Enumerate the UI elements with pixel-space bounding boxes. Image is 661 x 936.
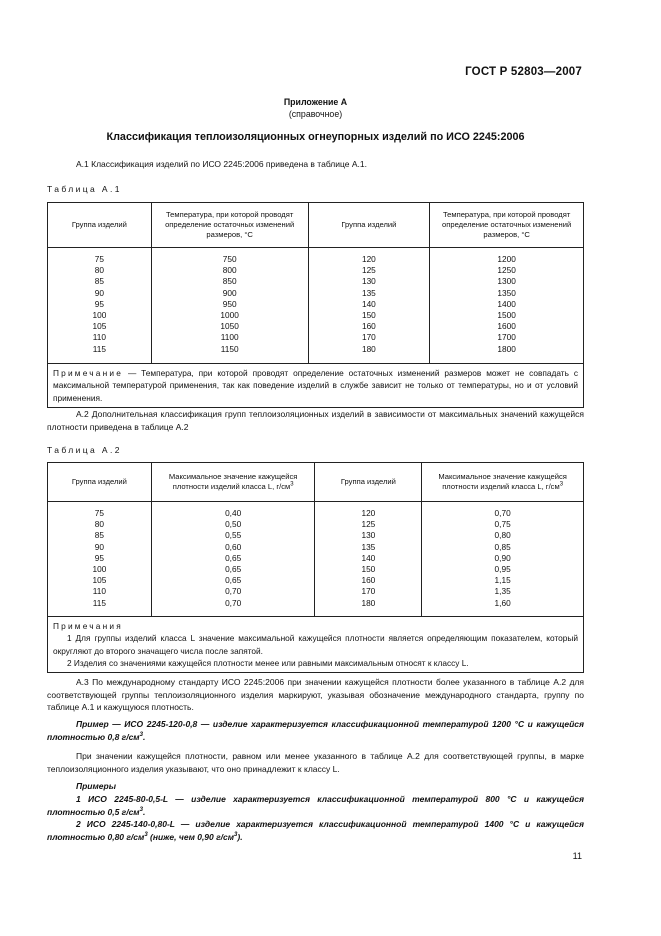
- table2-col-density-2: [422, 502, 584, 617]
- superscript: 3: [139, 731, 143, 738]
- table-cell: 80: [94, 265, 105, 276]
- table-cell: 75: [94, 508, 105, 518]
- table-cell: 950: [222, 298, 237, 309]
- note-1: 1 Для группы изделий класса L значение максимальной кажущейся плотности является определяющим показателем, который округляют до второго значащего числа после запятой.: [53, 633, 578, 656]
- table2-notes: [48, 617, 584, 673]
- header-text: Максимальное значение кажущейся плотности изделий класса L, г/см: [168, 472, 298, 491]
- table-cell: 150: [361, 564, 376, 575]
- table-cell: 110: [92, 332, 107, 343]
- table-a1: [47, 202, 584, 408]
- notes-label: Примечания: [53, 621, 123, 631]
- table2-header-group-2: Группа изделий: [315, 463, 422, 502]
- example-end: (ниже, чем 0,90 г/см: [147, 831, 235, 842]
- table-cell: 115: [92, 343, 107, 354]
- table-cell: 95: [94, 298, 105, 309]
- table-cell: 750: [222, 254, 237, 264]
- page-number: 11: [572, 851, 582, 861]
- table1-col-temperature: [151, 248, 308, 364]
- table-cell: 105: [92, 321, 107, 332]
- table-cell: 0,80: [494, 530, 511, 541]
- table-cell: 135: [361, 287, 376, 298]
- example-end: .: [142, 806, 146, 817]
- table-cell: 0,70: [225, 597, 242, 608]
- table1-header-temperature: Температура, при которой проводят определение остаточных изменений размеров, °С: [151, 203, 308, 248]
- superscript: 3: [234, 831, 238, 838]
- table1-header-temperature-2: Температура, при которой проводят определение остаточных изменений размеров, °С: [430, 203, 584, 248]
- table-cell: 85: [94, 276, 105, 287]
- table2-header-group: Группа изделий: [48, 463, 152, 502]
- table-cell: 1050: [220, 321, 239, 332]
- table-cell: 900: [222, 287, 237, 298]
- table-cell: 1,15: [494, 575, 511, 586]
- table-cell: 1300: [497, 276, 516, 287]
- table-cell: 130: [361, 276, 376, 287]
- table2-col-density: [151, 502, 315, 617]
- table-cell: 1100: [220, 332, 239, 343]
- appendix-subtitle: (справочное): [288, 109, 343, 119]
- table-cell: 180: [361, 597, 376, 608]
- table-cell: 850: [222, 276, 237, 287]
- table-cell: 90: [94, 287, 105, 298]
- table-cell: 0,75: [494, 519, 511, 530]
- table-cell: 0,90: [494, 552, 511, 563]
- table-cell: 160: [361, 321, 376, 332]
- main-title: Классификация теплоизоляционных огнеупорных изделий по ИСО 2245:2006: [106, 131, 525, 143]
- table-cell: 1,35: [494, 586, 511, 597]
- table-cell: 120: [361, 508, 376, 518]
- table-cell: 1000: [220, 310, 239, 321]
- superscript: 3: [139, 806, 143, 813]
- example-end-2: ).: [237, 831, 243, 842]
- table-cell: 80: [94, 519, 105, 530]
- table-cell: 0,60: [225, 541, 242, 552]
- table2-col-group-2: [315, 502, 422, 617]
- table-cell: 140: [361, 298, 376, 309]
- table-cell: 100: [92, 310, 107, 321]
- example-end: .: [142, 731, 146, 742]
- table-cell: 1800: [497, 343, 516, 354]
- table-cell: 125: [361, 265, 376, 276]
- table-cell: 75: [94, 254, 105, 264]
- example-text: Пример — ИСО 2245-120-0,8 — изделие характеризуется классификационной температурой 1200 °С и кажущейся плотностью 0,8 г/см: [47, 719, 584, 742]
- example-list-2: [47, 818, 584, 843]
- table-cell: 160: [361, 575, 376, 586]
- table-cell: 120: [361, 254, 376, 264]
- table2-header-density: [151, 463, 315, 502]
- paragraph-a3: А.3 По международному стандарту ИСО 2245:2006 при значении кажущейся плотности более указанного в таблице А.2 для соответствующей группы теплоизоляционного изделия маркируют, указывая обозначение международного стандарта, группу по таблице А.1 и кажущуюся плотность.: [47, 677, 584, 712]
- table-a2: [47, 462, 584, 673]
- table-cell: 1350: [497, 287, 516, 298]
- table-cell: 0,65: [225, 552, 242, 563]
- table-cell: 180: [361, 343, 376, 354]
- table-cell: 1500: [497, 310, 516, 321]
- note-text: — Температура, при которой проводят определение остаточных изменений размеров может не совпадать с максимальной температурой применения, так как поведение изделий в службе зависит не только от температуры, но и от условий применения.: [53, 368, 578, 403]
- superscript: 3: [290, 481, 294, 488]
- header-text: Максимальное значение кажущейся плотности изделий класса L, г/см: [438, 472, 567, 491]
- table-cell: 135: [361, 541, 376, 552]
- table1-header-group-2: Группа изделий: [308, 203, 430, 248]
- table-cell: 170: [361, 332, 376, 343]
- table-cell: 1,60: [494, 597, 511, 608]
- table-cell: 90: [94, 541, 105, 552]
- table2-col-group: [48, 502, 152, 617]
- table1-caption: Таблица А.1: [47, 184, 122, 194]
- table-cell: 0,55: [225, 530, 242, 541]
- table1-col-group: [48, 248, 152, 364]
- appendix-title: Приложение А: [283, 97, 348, 107]
- table-cell: 1250: [497, 265, 516, 276]
- table-cell: 140: [361, 552, 376, 563]
- table-cell: 0,70: [494, 508, 511, 518]
- table1-col-temperature-2: [430, 248, 584, 364]
- note-label: Примечание: [53, 368, 124, 378]
- table-cell: 110: [92, 586, 107, 597]
- example-text: 2 ИСО 2245-140-0,80-L — изделие характеризуется классификационной температурой 1400 °С и кажущейся плотностью 0,80 г/см: [47, 819, 584, 842]
- table-cell: 85: [94, 530, 105, 541]
- table-cell: 800: [222, 265, 237, 276]
- superscript: 3: [144, 831, 148, 838]
- example-list-1: [47, 793, 584, 818]
- table-cell: 170: [361, 586, 376, 597]
- table-cell: 0,65: [225, 575, 242, 586]
- table-cell: 125: [361, 519, 376, 530]
- paragraph-a1: А.1 Классификация изделий по ИСО 2245:2006 приведена в таблице А.1.: [76, 159, 367, 169]
- table-cell: 0,70: [225, 586, 242, 597]
- example-text: 1 ИСО 2245-80-0,5-L — изделие характеризуется классификационной температурой 800 °С и кажущейся плотностью 0,5 г/см: [47, 794, 584, 817]
- table-cell: 0,50: [225, 519, 242, 530]
- table-cell: 95: [94, 552, 105, 563]
- table-cell: 150: [361, 310, 376, 321]
- paragraph-class-l: При значении кажущейся плотности, равном или менее указанного в таблице А.2 для соответствующей группы, в марке теплоизоляционного изделия указывают, что оно принадлежит к классу L.: [47, 751, 584, 774]
- examples-heading: Примеры: [76, 781, 116, 791]
- table-cell: 1600: [497, 321, 516, 332]
- example-1: [47, 718, 584, 743]
- paragraph-a2: А.2 Дополнительная классификация групп теплоизоляционных изделий в зависимости от максимальных значений кажущейся плотности приведена в таблице А.2: [47, 409, 584, 432]
- table-cell: 1150: [220, 343, 239, 354]
- note-2: 2 Изделия со значениями кажущейся плотности менее или равными максимальным относят к классу L.: [67, 657, 469, 668]
- superscript: 3: [559, 481, 564, 488]
- table-cell: 0,95: [494, 564, 511, 575]
- table-cell: 0,40: [225, 508, 242, 518]
- table2-caption: Таблица А.2: [47, 445, 122, 455]
- table-cell: 130: [361, 530, 376, 541]
- table1-note: [48, 364, 584, 408]
- table2-header-density-2: [422, 463, 584, 502]
- table1-header-group: Группа изделий: [48, 203, 152, 248]
- table-cell: 105: [92, 575, 107, 586]
- table-cell: 100: [92, 564, 107, 575]
- document-id: ГОСТ Р 52803—2007: [465, 66, 582, 78]
- table-cell: 0,85: [494, 541, 511, 552]
- table-cell: 1700: [497, 332, 516, 343]
- table1-col-group-2: [308, 248, 430, 364]
- table-cell: 1200: [497, 254, 516, 264]
- table-cell: 115: [92, 597, 107, 608]
- table-cell: 1400: [497, 298, 516, 309]
- table-cell: 0,65: [225, 564, 242, 575]
